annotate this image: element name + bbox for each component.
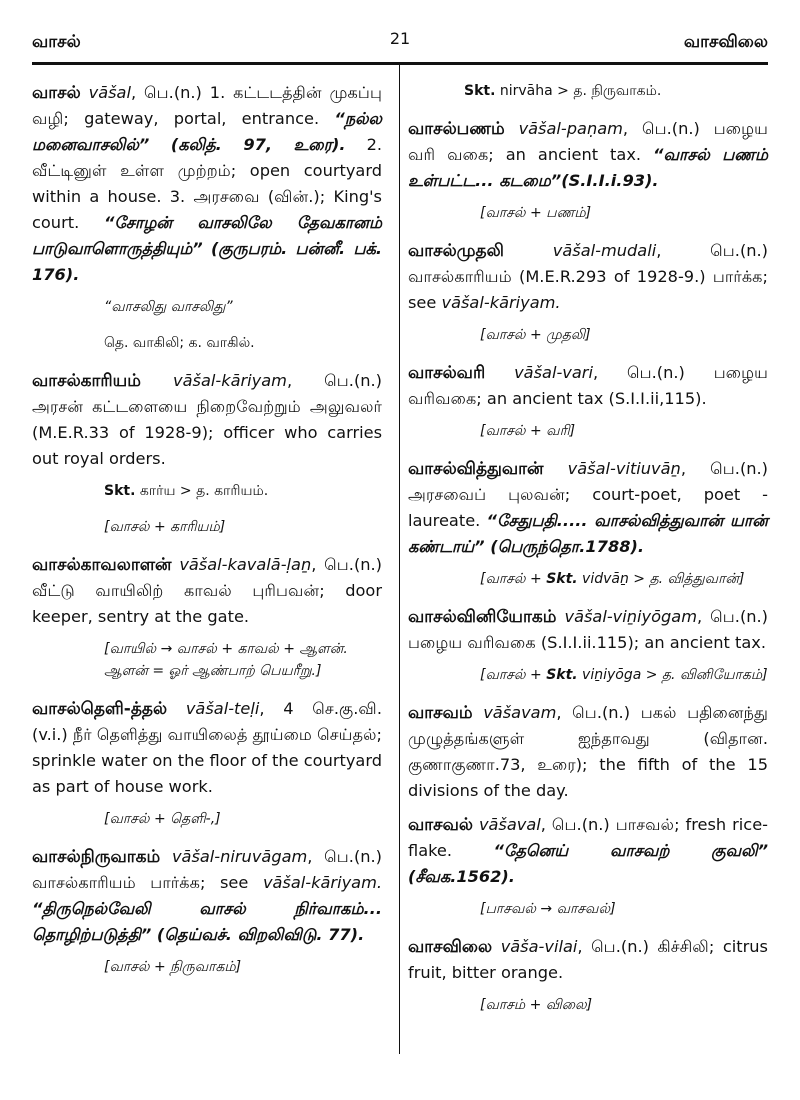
- definition: , பெ.(n.) வாசல்காரியம் பார்க்க; see: [32, 847, 382, 892]
- headword: வாசல்வினியோகம்: [408, 607, 557, 627]
- transliteration: vāšaval: [478, 815, 541, 834]
- etymology-note: [வாசம் + விலை]: [480, 997, 593, 1013]
- etymology-note: [வாசல் + Skt. viṉiyōga > த. வினியோகம்]: [480, 667, 768, 683]
- transliteration: vāšal-mudali: [552, 241, 657, 260]
- dictionary-entry: [32, 844, 382, 948]
- dictionary-entry: [408, 604, 768, 656]
- dictionary-entry: [32, 696, 382, 800]
- dictionary-entry: [32, 80, 382, 288]
- definition: , பெ.(n.) வீட்டு வாயிலிற் காவல் புரிபவன்; door keeper, sentry at the gate.: [32, 555, 382, 626]
- transliteration: vāšal-kāriyam: [173, 371, 287, 390]
- headword: வாசல்: [32, 83, 81, 103]
- headword: வாசவம்: [408, 703, 473, 723]
- etymology-note: [வாசல் + காரியம்]: [104, 519, 226, 535]
- transliteration: vāšal-kavalā-ḷaṉ: [179, 555, 312, 574]
- definition: , பெ.(n.) அரசவைப் புலவன்; court-poet, poet - laureate.: [408, 459, 768, 530]
- quotation: “சேதுபதி..... வாசல்வித்துவான் யான் கண்டாய்” (பெருந்தொ.1788).: [408, 511, 768, 556]
- etymology-note: “வாசலிது வாசலிது”: [104, 299, 233, 315]
- definition: , பெ.(n.) பழைய வரிவகை (S.I.I.ii.115); an ancient tax.: [408, 607, 768, 652]
- dictionary-entry: [408, 360, 768, 412]
- page-header: [32, 14, 768, 54]
- headword: வாசல்நிருவாகம்: [32, 847, 161, 867]
- transliteration: vāšal-viṉiyōgam: [564, 607, 697, 626]
- etymology-note: [வாசல் + முதலி]: [480, 327, 591, 343]
- cross-reference: vāšal-kāriyam.: [441, 293, 561, 312]
- skt-label: Skt.: [546, 571, 578, 587]
- definition: , பெ.(n.) அரசன் கட்டளையை நிறைவேற்றும் அலுவலர் (M.E.R.33 of 1928-9); officer who carries out royal orders.: [32, 371, 382, 468]
- headword: வாசல்பணம்: [408, 119, 505, 139]
- transliteration: vāšal-paṇam: [518, 119, 623, 138]
- right-column: [408, 80, 768, 1030]
- etymology-note: தெ. வாகிலி; க. வாகில்.: [104, 335, 255, 351]
- headword: வாசவல்: [408, 815, 473, 835]
- transliteration: vāšal-teḷi: [185, 699, 260, 718]
- headword: வாசவிலை: [408, 937, 493, 957]
- headword: வாசல்காவலாளன்: [32, 555, 172, 575]
- dictionary-entry: [32, 552, 382, 630]
- headword: வாசல்வித்துவான்: [408, 459, 544, 479]
- dictionary-entry: [408, 456, 768, 560]
- skt-label: Skt.: [104, 483, 136, 499]
- dictionary-entry: [408, 116, 768, 194]
- dictionary-entry: [408, 812, 768, 890]
- dictionary-entry: [408, 238, 768, 316]
- header-rule: [32, 62, 768, 65]
- etymology-note: [வாசல் + நிருவாகம்]: [104, 959, 242, 975]
- definition: , பெ.(n.) பழைய வரிவகை; an ancient tax (S.I.I.ii,115).: [408, 363, 768, 408]
- cross-reference: vāšal-kāriyam.: [262, 873, 382, 892]
- definition: , பெ.(n.) 1. கட்டடத்தின் முகப்பு வழி; gateway, portal, entrance.: [32, 83, 382, 128]
- definition: , 4 செ.கு.வி. (v.i.) நீர் தெளித்து வாயிலைத் தூய்மை செய்தல்; sprinkle water on the floor of the courtyard as part of house work.: [32, 699, 382, 796]
- etymology-note: [பாசவல் → வாசவல்]: [480, 901, 616, 917]
- headword: வாசல்தெளி-த்தல்: [32, 699, 168, 719]
- definition: , பெ.(n.) பாசவல்; fresh rice-flake.: [408, 815, 769, 860]
- etymology-note: Skt. nirvāha > த. நிருவாகம்.: [464, 83, 662, 99]
- transliteration: vāšal: [88, 83, 131, 102]
- definition: , பெ.(n.) பழைய வரி வகை; an ancient tax.: [408, 119, 768, 164]
- transliteration: vāšavam: [483, 703, 557, 722]
- dictionary-entry: [32, 368, 382, 472]
- etymology-note: [வாசல் + வரி]: [480, 423, 576, 439]
- etymology-note: [வாசல் + பணம்]: [480, 205, 592, 221]
- quotation: “திருநெல்வேலி வாசல் நிர்வாகம்... தொழிற்படுத்தி” (தெய்வச். விறலிவிடு. 77).: [32, 899, 382, 944]
- quotation: “தேனெய் வாசவற் குவலி” (சீவக.1562).: [408, 841, 768, 886]
- page-number: 21: [389, 29, 411, 48]
- quotation: “நல்ல மனைவாசலில்” (கலித். 97, உரை).: [32, 109, 382, 154]
- skt-label: Skt.: [464, 83, 496, 99]
- definition: , பெ.(n.) பகல் பதினைந்து முழுத்தங்களுள் ஐந்தாவது (விதான. குணாகுணா.73, உரை); the fifth of the 15 divisions of the day.: [408, 703, 768, 800]
- dictionary-entry: [408, 700, 768, 804]
- transliteration: vāša-vilai: [500, 937, 578, 956]
- skt-label: Skt.: [546, 667, 578, 683]
- definition: , பெ.(n.) கிச்சிலி; citrus fruit, bitter orange.: [408, 937, 768, 982]
- header-left-word: வாசல்: [32, 32, 81, 52]
- headword: வாசல்வரி: [408, 363, 486, 383]
- headword: வாசல்காரியம்: [32, 371, 141, 391]
- definition: 2. வீட்டினுள் உள்ள முற்றம்; open courtyard within a house. 3. அரசவை (வின்.); King's court.: [32, 135, 383, 232]
- definition: , பெ.(n.) வாசல்காரியம் (M.E.R.293 of 1928-9.) பார்க்க; see: [408, 241, 768, 312]
- left-column: [32, 80, 382, 992]
- transliteration: vāšal-vari: [514, 363, 593, 382]
- etymology-note: [வாயில் → வாசல் + காவல் + ஆளன். ஆளன் = ஓர் ஆண்பாற் பெயரீறு.]: [104, 641, 348, 679]
- column-divider: [399, 64, 400, 1054]
- dictionary-entry: [408, 934, 768, 986]
- quotation: “சோழன் வாசலிலே தேவகானம் பாடுவாளொருத்தியும்” (குருபரம். பன்னீ. பக். 176).: [32, 213, 382, 284]
- transliteration: vāšal-niruvāgam: [171, 847, 308, 866]
- headword: வாசல்முதலி: [408, 241, 504, 261]
- header-right-word: வாசவிலை: [683, 32, 768, 52]
- etymology-note: [வாசல் + Skt. vidvāṉ > த. வித்துவான்]: [480, 571, 745, 587]
- etymology-note: [வாசல் + தெளி-,]: [104, 811, 221, 827]
- transliteration: vāšal-vitiuvāṉ: [567, 459, 681, 478]
- quotation: “வாசல் பணம் உள்பட்ட... கடமை”(S.I.I.i.93).: [408, 145, 768, 190]
- etymology-note: Skt. கார்ய > த. காரியம்.: [104, 483, 269, 499]
